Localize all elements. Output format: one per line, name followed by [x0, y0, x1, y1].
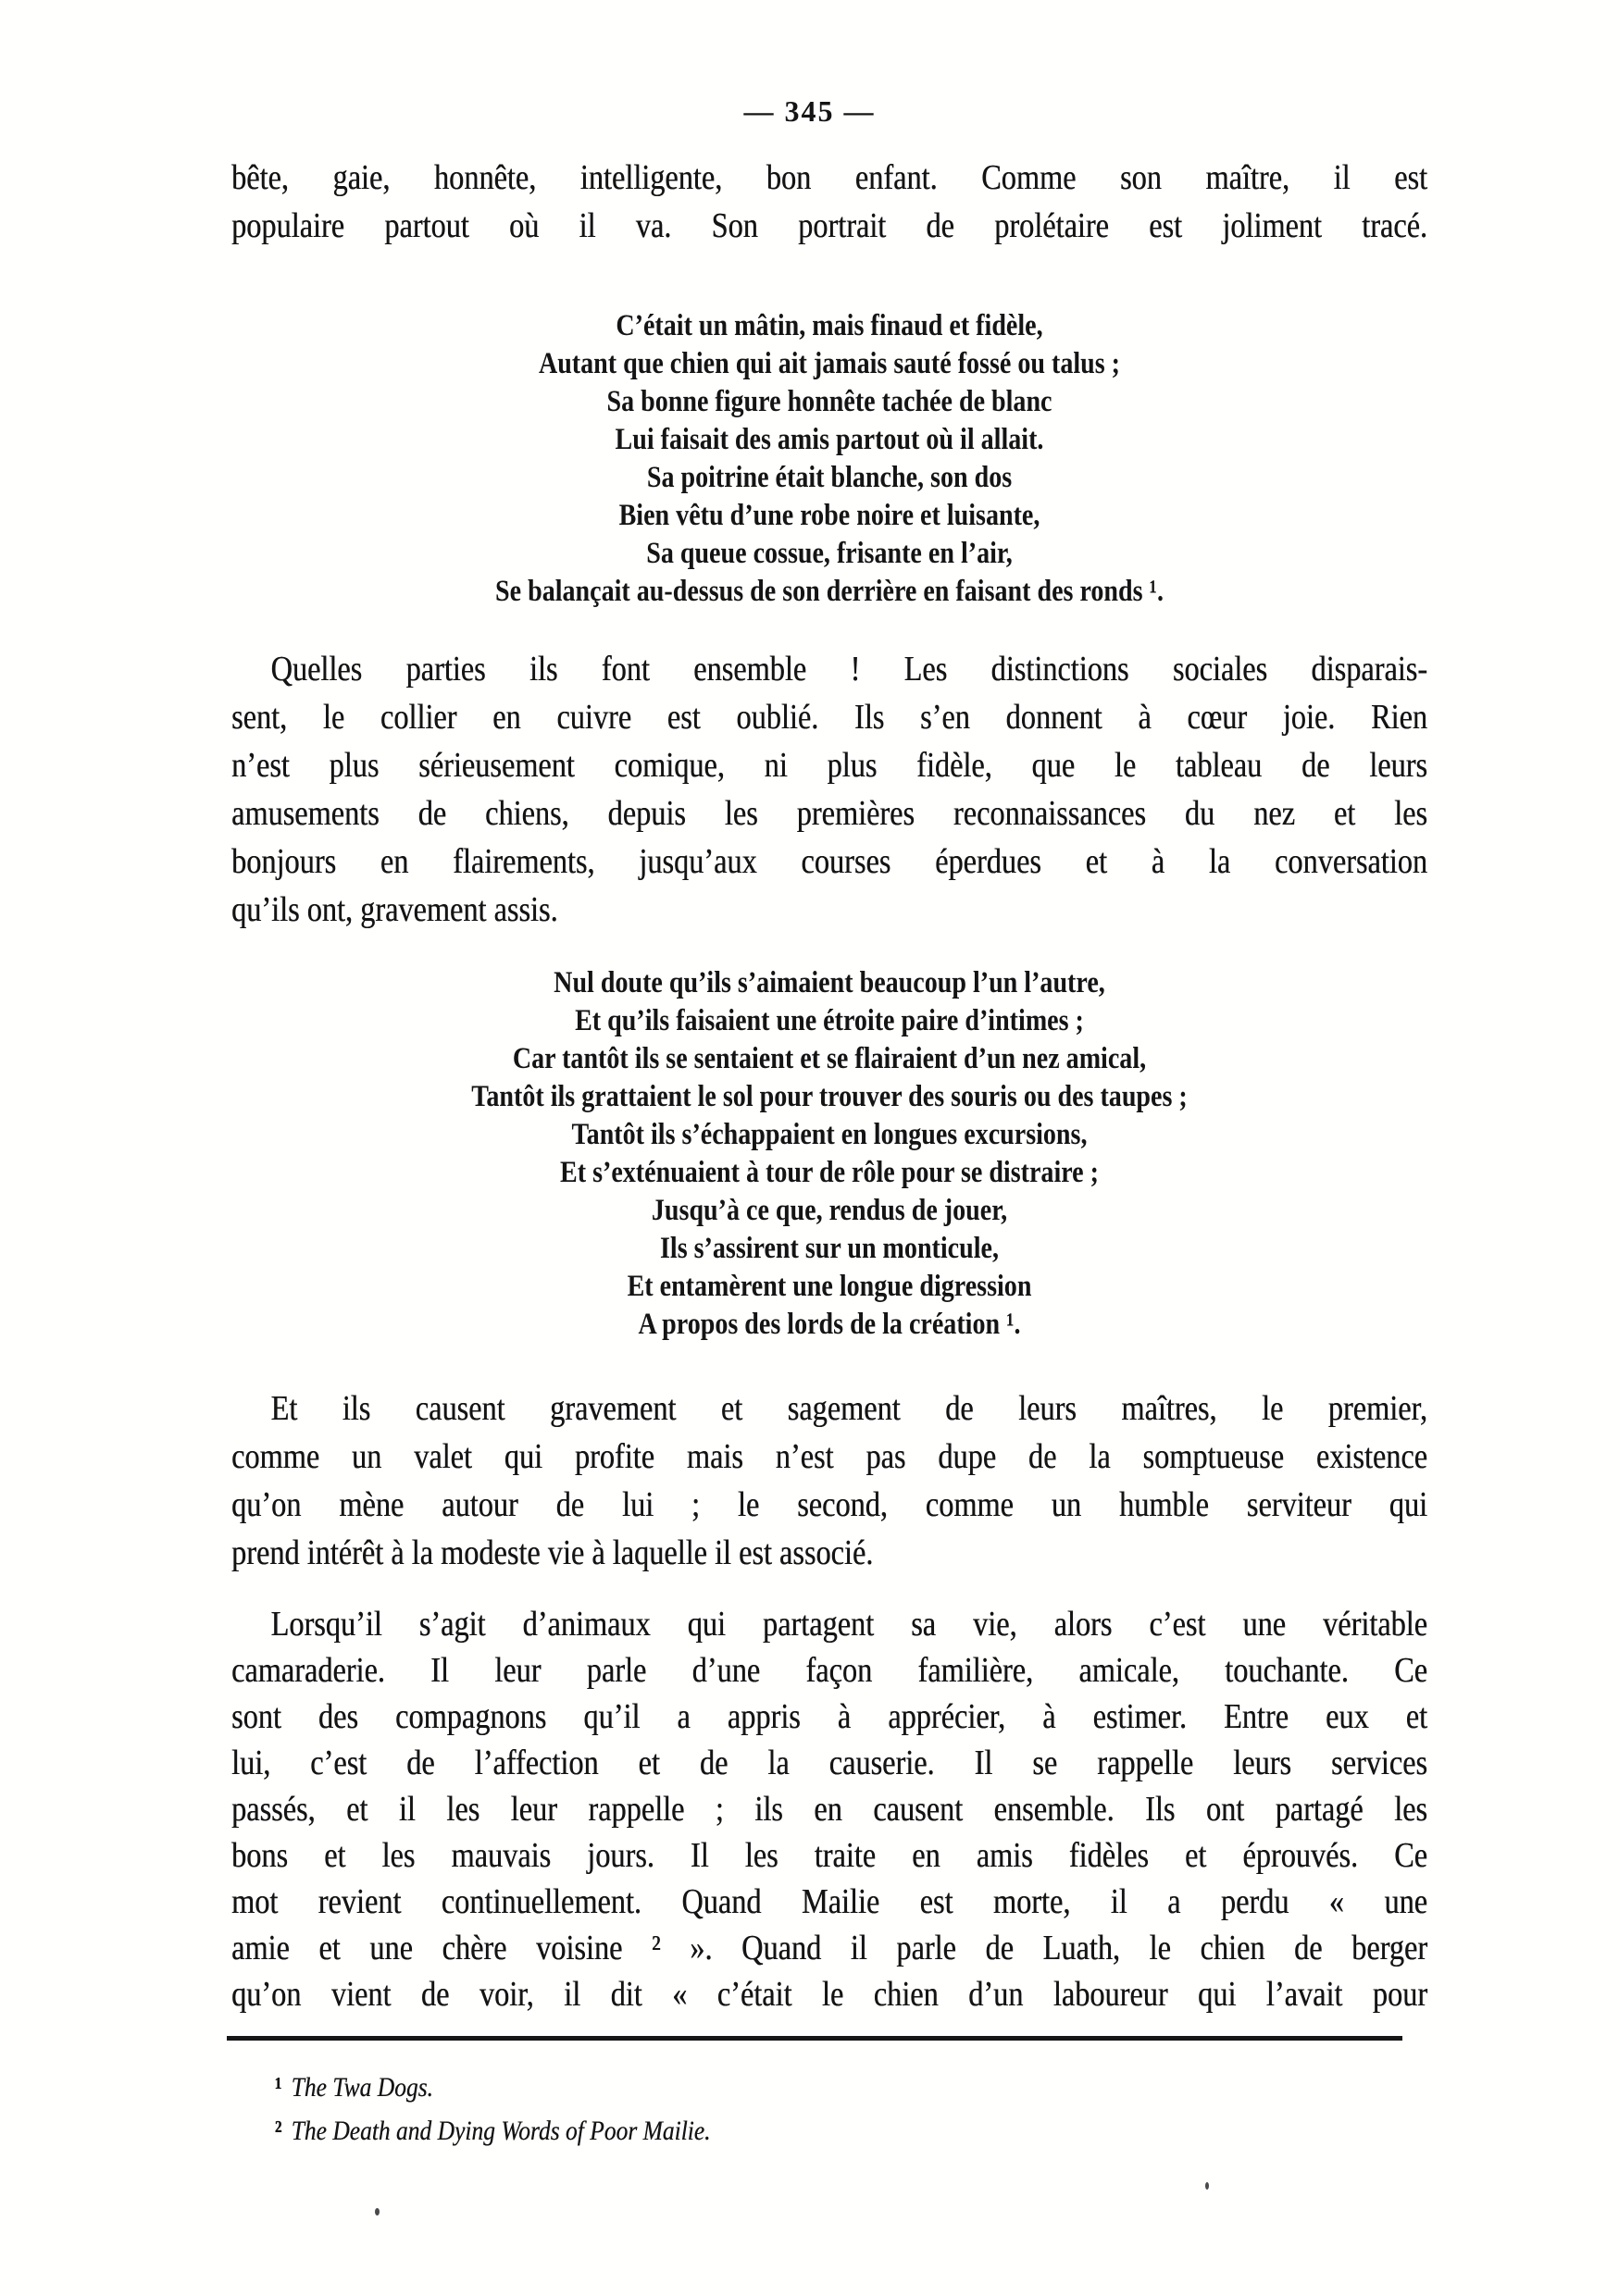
text-line: amusements de chiens, depuis les premières reconnaissances du nez et les	[231, 794, 1427, 833]
footnote-1	[231, 2069, 1427, 2106]
text-line: Tantôt ils s’échappaient en longues excursions,	[571, 1118, 1088, 1151]
text-line: comme un valet qui profite mais n’est pas dupe de la somptueuse existence	[231, 1437, 1427, 1476]
text-line: n’est plus sérieusement comique, ni plus fidèle, que le tableau de leurs	[231, 746, 1427, 785]
text-line: prend intérêt à la modeste vie à laquelle il est associé.	[231, 1533, 874, 1572]
paragraph-et-ils-causent	[231, 1384, 1427, 1577]
text-line: mot revient continuellement. Quand Mailie est morte, il a perdu « une	[231, 1882, 1427, 1921]
text-line: Tantôt ils grattaient le sol pour trouver des souris ou des taupes ;	[471, 1080, 1188, 1113]
text-line: Car tantôt ils se sentaient et se flairaient d’un nez amical,	[512, 1042, 1147, 1075]
verse-block-twa-dogs	[231, 307, 1427, 611]
footnote-1-marker: ¹	[274, 2072, 282, 2103]
text-line: qu’on mène autour de lui ; le second, comme un humble serviteur qui	[231, 1485, 1427, 1524]
verse-block-nul-doute	[231, 964, 1427, 1344]
footnote-2-text: The Death and Dying Words of Poor Mailie.	[291, 2116, 711, 2146]
text-line: bête, gaie, honnête, intelligente, bon enfant. Comme son maître, il est	[231, 158, 1427, 197]
text-line: Bien vêtu d’une robe noire et luisante,	[618, 499, 1040, 532]
paragraph-lorsquil-sagit	[231, 1601, 1427, 2017]
text-line: Quelles parties ils font ensemble ! Les distinctions sociales disparais-	[270, 650, 1427, 689]
scan-speck	[375, 2208, 380, 2215]
text-line: sont des compagnons qu’il a appris à apprécier, à estimer. Entre eux et	[231, 1697, 1427, 1736]
text-line: Sa bonne figure honnête tachée de blanc	[606, 385, 1052, 418]
text-line: A propos des lords de la création ¹.	[638, 1308, 1021, 1341]
text-line: camaraderie. Il leur parle d’une façon familière, amicale, touchante. Ce	[231, 1651, 1427, 1690]
text-line: Sa poitrine était blanche, son dos	[646, 461, 1013, 494]
paragraph-continuation	[231, 154, 1427, 250]
text-line: amie et une chère voisine ² ». Quand il parle de Luath, le chien de berger	[231, 1929, 1427, 1967]
footnote-1-text: The Twa Dogs.	[291, 2072, 433, 2103]
text-line: Autant que chien qui ait jamais sauté fossé ou talus ;	[538, 347, 1121, 380]
text-line: Et entamèrent une longue digression	[627, 1270, 1032, 1303]
text-line: Ils s’assirent sur un monticule,	[659, 1232, 1000, 1265]
text-line: Et s’exténuaient à tour de rôle pour se distraire ;	[560, 1156, 1099, 1189]
text-line: C’était un mâtin, mais finaud et fidèle,	[616, 309, 1043, 342]
text-line: bons et les mauvais jours. Il les traite en amis fidèles et éprouvés. Ce	[231, 1836, 1427, 1875]
text-line: qu’on vient de voir, il dit « c’était le chien d’un laboureur qui l’avait pour	[231, 1975, 1427, 2014]
text-line: Jusqu’à ce que, rendus de jouer,	[651, 1194, 1008, 1227]
text-line: Se balançait au-dessus de son derrière en faisant des ronds ¹.	[495, 575, 1164, 608]
text-line: qu’ils ont, gravement assis.	[231, 890, 558, 929]
text-line: sent, le collier en cuivre est oublié. Ils s’en donnent à cœur joie. Rien	[231, 698, 1427, 737]
text-line: lui, c’est de l’affection et de la causerie. Il se rappelle leurs services	[231, 1744, 1427, 1782]
paragraph-quelles-parties	[231, 645, 1427, 934]
text-line: Lui faisait des amis partout où il allait.	[615, 423, 1044, 456]
text-line: Sa queue cossue, frisante en l’air,	[646, 537, 1013, 570]
footnote-separator-rule	[227, 2036, 1402, 2041]
text-line: bonjours en flairements, jusqu’aux courses éperdues et à la conversation	[231, 842, 1427, 881]
text-line: passés, et il les leur rappelle ; ils en causent ensemble. Ils ont partagé les	[231, 1790, 1427, 1829]
text-line: Et ils causent gravement et sagement de leurs maîtres, le premier,	[270, 1389, 1427, 1428]
footnote-2	[231, 2113, 1427, 2150]
text-line: populaire partout où il va. Son portrait de prolétaire est joliment tracé.	[231, 206, 1427, 245]
text-line: Lorsqu’il s’agit d’animaux qui partagent sa vie, alors c’est une véritable	[270, 1605, 1427, 1644]
page-number: — 345 —	[743, 94, 876, 128]
footnote-2-marker: ²	[274, 2116, 282, 2146]
text-line: Nul doute qu’ils s’aimaient beaucoup l’un l’autre,	[554, 966, 1105, 999]
text-line: Et qu’ils faisaient une étroite paire d’intimes ;	[575, 1004, 1084, 1037]
scan-speck	[1205, 2182, 1209, 2190]
